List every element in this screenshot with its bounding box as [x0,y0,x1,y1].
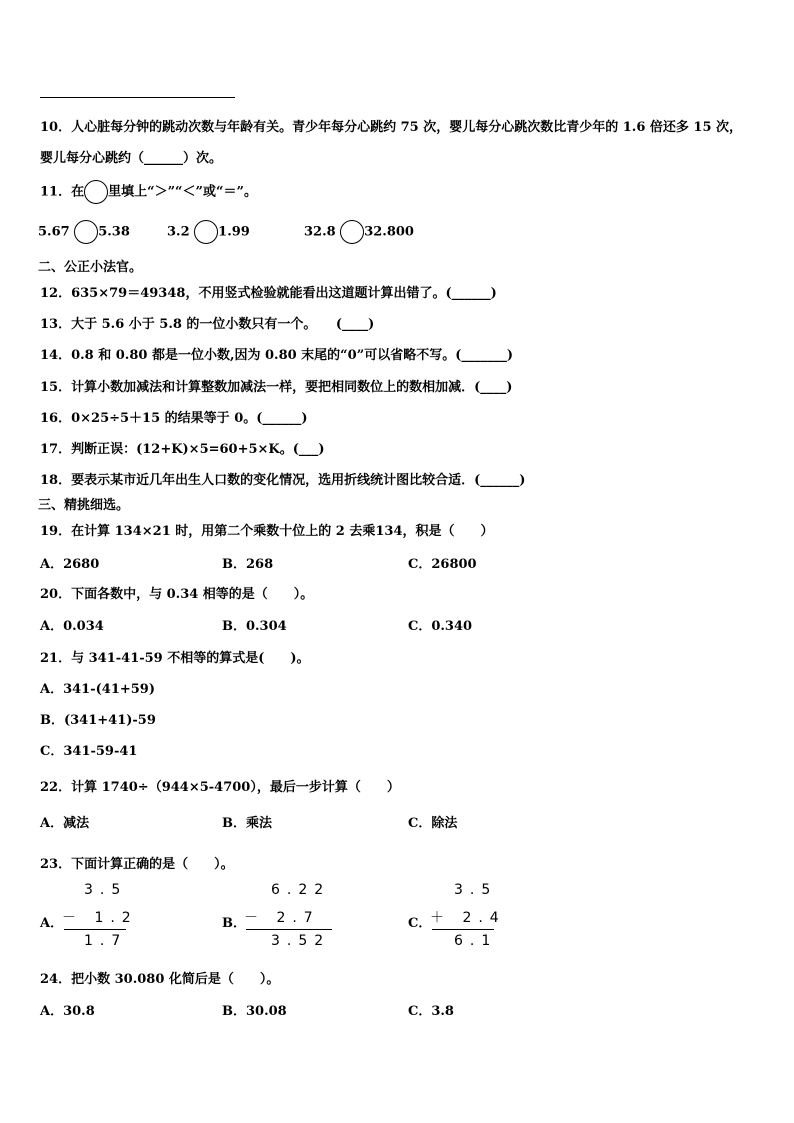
compare-circle-1[interactable] [74,220,98,244]
calc-b-top: 6.22 [271,882,331,898]
calc-b-result: 3.52 [271,933,331,949]
question-11-suffix: 里填上“＞”“＜”或“＝”。 [108,184,257,200]
question-10-line-1: 10．人心脏每分钟的跳动次数与年龄有关。青少年每分心跳约 75 次，婴儿每分心跳次数比青少年的 1.6 倍还多 15 次， [40,120,743,135]
calc-a-result: 1.7 [84,933,128,949]
question-20: 20．下面各数中，与 0.34 相等的是（ ）。 [40,587,314,602]
option-20-c[interactable]: C．0.340 [408,619,473,634]
option-21-c[interactable]: C．341-59-41 [40,744,138,759]
calc-a-mid: － 1.2 [62,910,138,926]
header-rule [40,97,235,98]
calc-a-top: 3.5 [84,882,128,898]
option-21-b[interactable]: B．(341+41)-59 [40,713,156,728]
calc-a-line [64,929,126,930]
compare-right: 5.38 [98,224,130,240]
compare-right: 1.99 [218,224,250,240]
vertical-calc-b [244,880,339,955]
option-22-b[interactable]: B．乘法 [222,816,272,831]
option-19-c[interactable]: C．26800 [408,557,477,572]
vertical-calc-c [430,880,506,955]
question-24: 24．把小数 30.080 化简后是（ ）。 [40,972,280,987]
calc-c-top: 3.5 [454,882,498,898]
option-19-a[interactable]: A．2680 [40,557,100,572]
calc-b-mid: － 2.7 [244,910,320,926]
answer-circle[interactable] [84,180,108,204]
option-24-a[interactable]: A．30.8 [40,1004,95,1019]
question-15: 15．计算小数加减法和计算整数加减法一样，要把相同数位上的数相加减．(____) [40,380,513,395]
compare-circle-3[interactable] [340,220,364,244]
option-24-b[interactable]: B．30.08 [222,1004,287,1019]
question-23: 23．下面计算正确的是（ ）。 [40,857,234,872]
compare-pair-2 [167,220,250,244]
question-22: 22．计算 1740÷（944×5-4700），最后一步计算（ ） [40,780,400,795]
question-14: 14．0.8 和 0.80 都是一位小数,因为 0.80 末尾的“0”可以省略不写。(_______) [40,348,513,363]
compare-left: 5.67 [38,224,70,240]
option-23-b-label[interactable]: B． [222,916,246,931]
minus-sign: － [62,910,83,926]
question-11 [40,180,257,204]
compare-left: 3.2 [167,224,190,240]
option-20-b[interactable]: B．0.304 [222,619,287,634]
calc-c-mid: ＋ 2.4 [430,910,506,926]
question-18: 18．要表示某市近几年出生人口数的变化情况，选用折线统计图比较合适．(______) [40,473,526,488]
calc-c-result: 6.1 [454,933,498,949]
question-16: 16．0×25÷5＋15 的结果等于 0。(______) [40,411,308,426]
option-22-a[interactable]: A．减法 [40,816,90,831]
question-10-line-2: 婴儿每分心跳约（______）次。 [40,151,223,166]
section-2-title: 二、公正小法官。 [38,260,143,275]
minus-sign: － [244,910,265,926]
compare-pair-1 [38,220,130,244]
question-13: 13．大于 5.6 小于 5.8 的一位小数只有一个。 (____) [40,317,375,332]
question-21: 21．与 341-41-59 不相等的算式是( )。 [40,651,310,666]
plus-sign: ＋ [430,910,451,926]
compare-pair-3 [304,220,414,244]
compare-right: 32.800 [364,224,414,240]
section-3-title: 三、精挑细选。 [38,498,130,513]
question-17: 17．判断正误：(12+K)×5=60+5×K。(___) [40,442,325,457]
calc-c-line [432,929,494,930]
option-19-b[interactable]: B．268 [222,557,274,572]
option-22-c[interactable]: C．除法 [408,816,458,831]
option-21-a[interactable]: A．341-(41+59) [40,682,155,697]
option-24-c[interactable]: C．3.8 [408,1004,454,1019]
option-20-a[interactable]: A．0.034 [40,619,104,634]
compare-circle-2[interactable] [194,220,218,244]
question-11-prefix: 11．在 [40,184,85,200]
calc-b-line [246,929,332,930]
vertical-calc-a [62,880,138,955]
option-23-a-label[interactable]: A． [40,916,64,931]
compare-left: 32.8 [304,224,336,240]
question-19: 19．在计算 134×21 时，用第二个乘数十位上的 2 去乘134，积是（ ） [40,524,494,539]
question-12: 12．635×79＝49348，不用竖式检验就能看出这道题计算出错了。(______) [40,286,497,301]
option-23-c-label[interactable]: C． [408,916,432,931]
